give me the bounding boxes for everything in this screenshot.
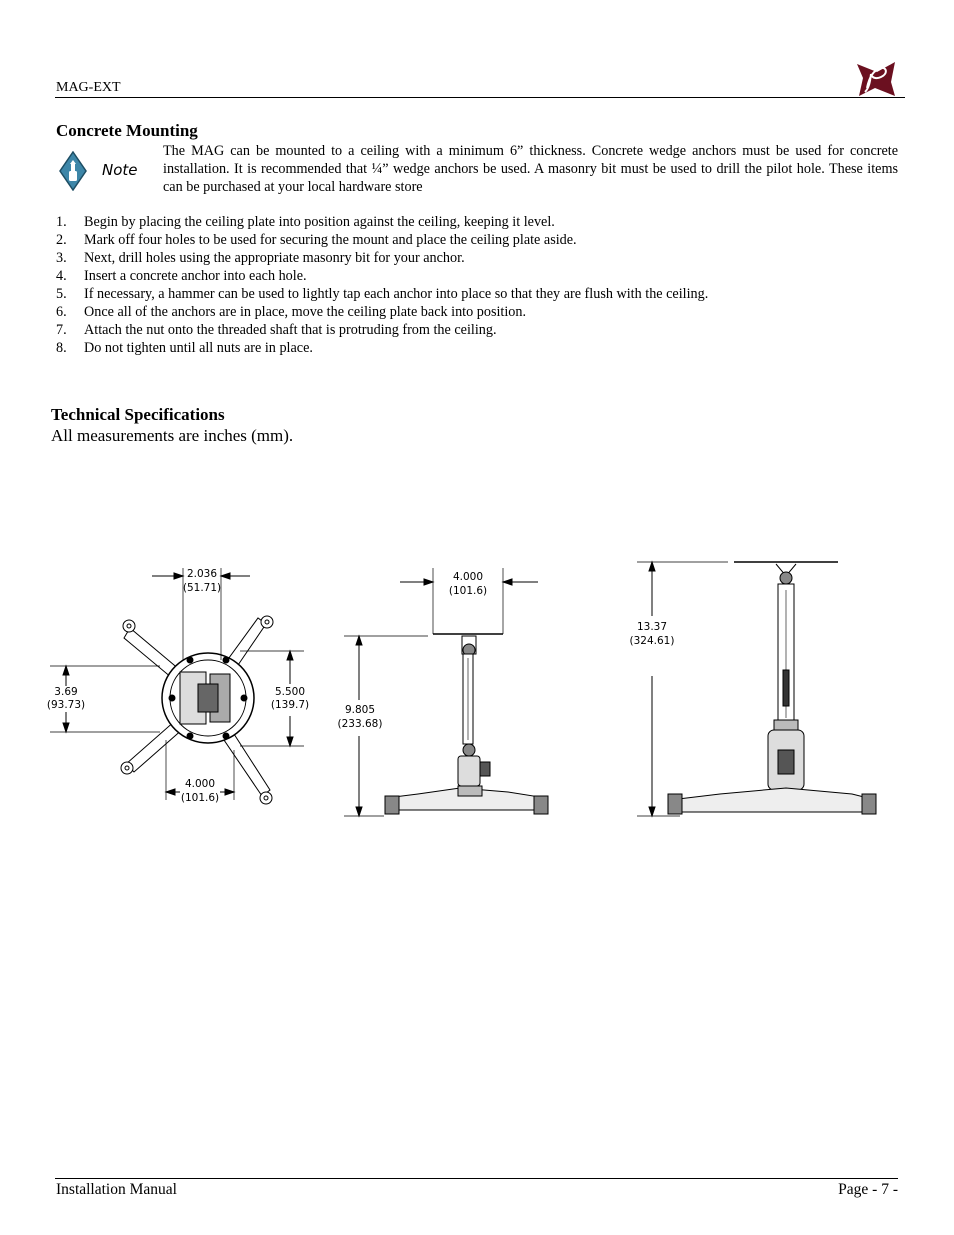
list-item: 4. Insert a concrete anchor into each hole.: [56, 268, 307, 284]
brand-logo: [855, 58, 897, 98]
list-item: 2. Mark off four holes to be used for securing the mount and place the ceiling plate aside.: [56, 232, 577, 248]
dim-top-view-right: 5.500: [274, 686, 306, 698]
section-title-concrete: Concrete Mounting: [56, 121, 198, 140]
dim-extended-height-mm: (324.61): [629, 635, 675, 647]
dim-top-view-right-mm: (139.7): [270, 699, 310, 711]
dim-side-view-height: 9.805: [344, 704, 376, 716]
extended-view-drawing: [630, 562, 876, 816]
dim-extended-height: 13.37: [636, 621, 668, 633]
note-text: The MAG can be mounted to a ceiling with a minimum 6” thickness. Concrete wedge anchors must be used for concrete installation. It is recommended that ¼” wedge anchors be used. A masonry bit must be used to drill the pilot hole. These items can be purchased at your local hardware store: [163, 143, 898, 195]
list-item: 3. Next, drill holes using the appropriate masonry bit for your anchor.: [56, 250, 465, 266]
note-label: Note: [102, 161, 138, 179]
list-item: 8. Do not tighten until all nuts are in place.: [56, 340, 313, 356]
header-rule: [55, 97, 905, 98]
note-icon: [59, 151, 147, 191]
list-item: 6. Once all of the anchors are in place, move the ceiling plate back into position.: [56, 304, 527, 320]
footer-page-number: Page - 7 -: [838, 1181, 898, 1198]
footer-manual-title: Installation Manual: [56, 1181, 177, 1198]
dim-top-view-width: 2.036: [186, 568, 218, 580]
section-title-specs: Technical Specifications: [51, 405, 225, 424]
dim-top-view-left: 3.69: [54, 686, 78, 698]
side-view-drawing: [338, 568, 548, 816]
list-item: 7. Attach the nut onto the threaded shaft that is protruding from the ceiling.: [56, 322, 497, 338]
specs-subtitle: All measurements are inches (mm).: [51, 426, 294, 445]
dim-side-view-height-mm: (233.68): [337, 718, 383, 730]
top-view-drawing: [47, 568, 309, 804]
dim-top-view-left-mm: (93.73): [46, 699, 86, 711]
instruction-steps: [56, 213, 896, 357]
dim-top-view-width-mm: (51.71): [182, 582, 222, 594]
dim-top-view-bottom-mm: (101.6): [180, 792, 220, 804]
header-title: MAG-EXT: [56, 80, 121, 95]
dim-side-view-width: 4.000: [452, 571, 484, 583]
dim-top-view-bottom: 4.000: [184, 778, 216, 790]
mount-technical-drawing: [40, 550, 920, 830]
list-item: 5. If necessary, a hammer can be used to lightly tap each anchor into place so that they are flush with the ceiling.: [56, 286, 709, 302]
dim-side-view-width-mm: (101.6): [448, 585, 488, 597]
list-item: 1. Begin by placing the ceiling plate into position against the ceiling, keeping it level.: [56, 214, 555, 230]
footer-rule: [55, 1178, 898, 1179]
